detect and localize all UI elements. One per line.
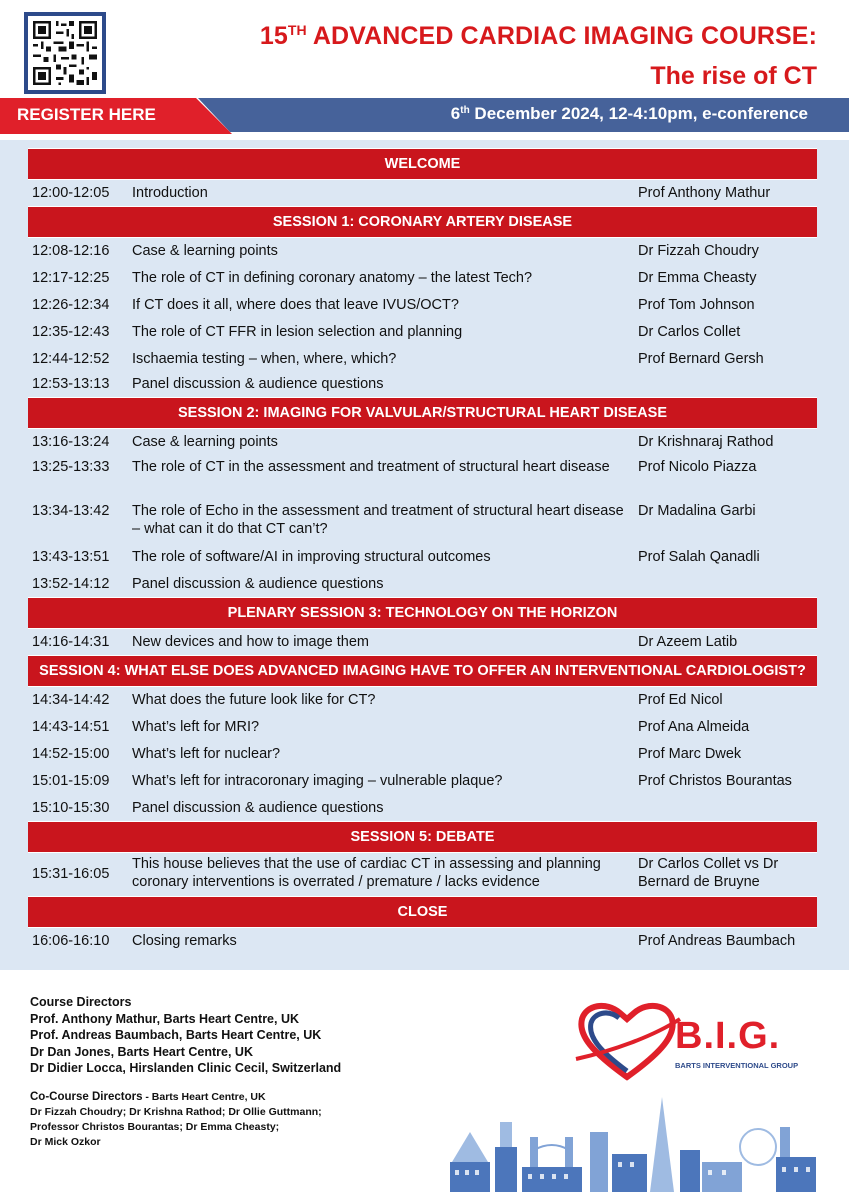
course-subtitle: The rise of CT (650, 62, 817, 90)
date-banner (190, 98, 849, 132)
talk-speaker: Prof Anthony Mathur (638, 185, 771, 201)
talk-time: 14:16-14:31 (32, 634, 110, 650)
register-button[interactable] (0, 98, 235, 134)
session-header (28, 897, 817, 928)
session-title: SESSION 2: IMAGING FOR VALVULAR/STRUCTURAL HEART DISEASE (28, 398, 817, 429)
title-text: ADVANCED CARDIAC IMAGING COURSE: (306, 22, 817, 50)
talk-speaker: Dr Madalina Garbi (638, 502, 756, 519)
talk-time: 14:52-15:00 (32, 745, 110, 762)
co-directors-line: Dr Fizzah Choudry; Dr Krishna Rathod; Dr Ollie Guttmann; (30, 1106, 322, 1118)
register-label[interactable]: REGISTER HERE (17, 105, 156, 124)
talk-time: 13:52-14:12 (32, 575, 110, 592)
talk-speaker: Prof Andreas Baumbach (638, 933, 796, 949)
talk-speaker: Dr Azeem Latib (638, 634, 738, 650)
talk-topic: The role of Echo in the assessment and treatment of structural heart disease – what can it do that CT can’t? (132, 502, 624, 537)
session-title: CLOSE (28, 897, 817, 928)
date-details: December 2024, 12-4:10pm, e-conference (469, 104, 808, 123)
talk-time: 13:16-13:24 (32, 434, 110, 450)
date-day: 6 (450, 104, 461, 123)
talk-row (28, 429, 817, 456)
talk-speaker (634, 795, 817, 822)
talk-speaker: Prof Nicolo Piazza (638, 458, 757, 475)
talk-topic: Panel discussion & audience questions (132, 799, 384, 816)
talk-topic: Ischaemia testing – when, where, which? (132, 350, 397, 367)
talk-topic: The role of software/AI in improving structural outcomes (132, 548, 491, 565)
director-name: Dr Didier Locca, Hirslanden Clinic Cecil, Switzerland (30, 1061, 342, 1075)
title-ordinal: TH (287, 22, 307, 38)
talk-row (28, 238, 817, 265)
talk-time: 13:25-13:33 (32, 458, 110, 475)
talk-time: 15:10-15:30 (32, 799, 110, 816)
talk-topic: The role of CT in defining coronary anatomy – the latest Tech? (132, 269, 533, 286)
talk-speaker: Prof Christos Bourantas (638, 772, 792, 789)
talk-row (28, 373, 817, 398)
session-title: SESSION 1: CORONARY ARTERY DISEASE (28, 207, 817, 238)
talk-time: 12:44-12:52 (32, 350, 110, 367)
talk-speaker: Dr Carlos Collet (638, 323, 741, 340)
qr-code-image (28, 16, 102, 90)
talk-time: 12:53-13:13 (32, 375, 110, 392)
talk-topic: The role of CT FFR in lesion selection and planning (132, 323, 463, 340)
talk-speaker (634, 571, 817, 598)
talk-row (28, 292, 817, 319)
logo-text: B.I.G. (675, 1015, 781, 1057)
director-name: Prof. Anthony Mathur, Barts Heart Centre, UK (30, 1011, 300, 1026)
talk-time: 12:08-12:16 (32, 243, 110, 259)
big-logo (572, 997, 820, 1085)
session-title: PLENARY SESSION 3: TECHNOLOGY ON THE HORIZON (28, 598, 817, 629)
talk-topic: Case & learning points (132, 434, 278, 450)
talk-time: 12:26-12:34 (32, 296, 110, 313)
talk-time: 14:34-14:42 (32, 692, 110, 708)
director-name: Prof. Andreas Baumbach, Barts Heart Centre, UK (30, 1028, 322, 1042)
talk-row (28, 544, 817, 571)
talk-topic: This house believes that the use of cardiac CT in assessing and planning coronary interventions is overrated / premature / lacks evidence (132, 856, 601, 890)
talk-row (28, 928, 817, 955)
talk-speaker: Prof Ana Almeida (638, 718, 750, 735)
co-directors-affiliation: - Barts Heart Centre, UK (142, 1091, 266, 1103)
programme-table (28, 148, 817, 955)
qr-code[interactable] (24, 12, 106, 94)
session-title: SESSION 5: DEBATE (28, 822, 817, 853)
talk-row (28, 629, 817, 656)
talk-time: 15:01-15:09 (32, 772, 110, 789)
title-number: 15 (259, 22, 288, 50)
session-title: WELCOME (28, 149, 817, 180)
co-directors-heading: Co-Course Directors (30, 1091, 143, 1103)
talk-time: 14:43-14:51 (32, 718, 110, 735)
talk-time: 13:43-13:51 (32, 548, 110, 565)
london-skyline-illustration (440, 1092, 825, 1192)
programme-panel (0, 140, 849, 970)
talk-topic: Introduction (132, 185, 208, 201)
talk-speaker: Prof Bernard Gersh (638, 350, 764, 367)
talk-speaker: Dr Krishnaraj Rathod (638, 434, 774, 450)
talk-time: 15:31-16:05 (32, 866, 110, 882)
talk-row (28, 456, 817, 500)
date-ordinal: th (460, 105, 470, 116)
talk-row (28, 571, 817, 598)
talk-row (28, 768, 817, 795)
talk-row (28, 714, 817, 741)
talk-time: 12:17-12:25 (32, 269, 110, 286)
talk-topic: What’s left for intracoronary imaging – vulnerable plaque? (132, 772, 503, 789)
talk-row (28, 180, 817, 207)
session-header (28, 598, 817, 629)
heart-logo-icon (572, 997, 682, 1085)
talk-topic: Case & learning points (132, 243, 278, 259)
talk-topic: If CT does it all, where does that leave IVUS/OCT? (132, 296, 459, 313)
talk-row (28, 346, 817, 373)
session-header (28, 398, 817, 429)
talk-time: 12:00-12:05 (32, 185, 110, 201)
talk-topic: What does the future look like for CT? (132, 692, 376, 708)
talk-row (28, 687, 817, 714)
directors-heading: Course Directors (30, 995, 132, 1009)
footer (0, 970, 849, 1200)
session-header (28, 656, 817, 687)
session-header (28, 149, 817, 180)
course-directors (30, 994, 341, 1077)
director-name: Dr Dan Jones, Barts Heart Centre, UK (30, 1044, 253, 1059)
talk-topic: New devices and how to image them (132, 634, 369, 650)
event-date (451, 104, 808, 124)
talk-speaker: Prof Salah Qanadli (638, 548, 760, 565)
session-title: SESSION 4: WHAT ELSE DOES ADVANCED IMAGING HAVE TO OFFER AN INTERVENTIONAL CARDIOLOGIST? (28, 656, 817, 687)
talk-topic: The role of CT in the assessment and treatment of structural heart disease (132, 458, 610, 475)
talk-topic: Closing remarks (132, 933, 237, 949)
talk-topic: What’s left for MRI? (132, 718, 260, 735)
talk-topic: What’s left for nuclear? (132, 745, 281, 762)
talk-speaker: Prof Tom Johnson (638, 296, 755, 313)
talk-speaker: Dr Carlos Collet vs Dr Bernard de Bruyne (638, 856, 779, 890)
talk-row (28, 795, 817, 822)
talk-time: 16:06-16:10 (32, 933, 110, 949)
course-title (260, 22, 817, 51)
header (0, 0, 849, 148)
co-directors-line: Professor Christos Bourantas; Dr Emma Cheasty; (30, 1121, 280, 1133)
talk-speaker: Dr Emma Cheasty (638, 269, 757, 286)
talk-row (28, 319, 817, 346)
talk-speaker (634, 373, 817, 398)
logo-subtitle: BARTS INTERVENTIONAL GROUP (675, 1061, 799, 1070)
talk-time: 12:35-12:43 (32, 323, 110, 340)
co-directors-line: Dr Mick Ozkor (30, 1136, 101, 1148)
talk-time: 13:34-13:42 (32, 502, 110, 519)
co-course-directors (30, 1090, 322, 1150)
talk-speaker: Prof Ed Nicol (638, 692, 723, 708)
talk-row (28, 853, 817, 897)
talk-row (28, 265, 817, 292)
talk-topic: Panel discussion & audience questions (132, 575, 384, 592)
talk-row (28, 741, 817, 768)
talk-speaker: Dr Fizzah Choudry (638, 243, 759, 259)
talk-speaker: Prof Marc Dwek (638, 745, 742, 762)
session-header (28, 822, 817, 853)
talk-row (28, 500, 817, 544)
session-header (28, 207, 817, 238)
talk-topic: Panel discussion & audience questions (132, 375, 384, 392)
